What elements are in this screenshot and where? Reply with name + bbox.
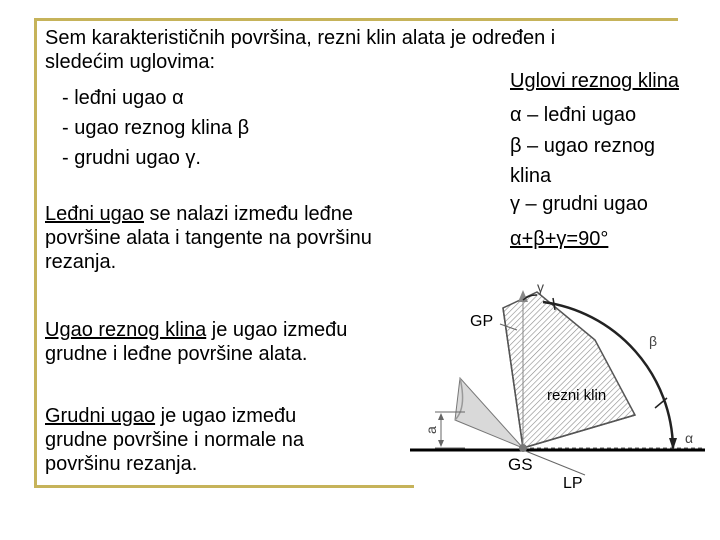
summary-title: Uglovi reznog klina: [510, 70, 679, 92]
summary-beta-line2: klina: [510, 165, 552, 187]
term-grudni-ugao: Grudni ugao: [45, 405, 156, 427]
bullet-grudni-ugao: - grudni ugao γ.: [62, 147, 201, 169]
bullet-ugao-reznog-klina: - ugao reznog klina β: [62, 117, 250, 139]
label-lp: LP: [563, 475, 583, 492]
p2-line2: grudne i leđne površine alata.: [45, 343, 308, 365]
label-gamma: γ: [537, 280, 544, 295]
frame-bottom-border: [34, 485, 414, 488]
label-beta: β: [649, 333, 658, 349]
summary-alpha: α – leđni ugao: [510, 104, 637, 126]
gs-point: [519, 444, 527, 452]
intro-line-1: Sem karakterističnih površina, rezni klin alata je određen i: [45, 27, 556, 49]
label-gp: GP: [470, 313, 494, 330]
summary-gamma: γ – grudni ugao: [510, 193, 648, 215]
paragraph-grudni-ugao: [45, 404, 304, 476]
p2-line1-rest: je ugao između: [206, 319, 348, 341]
label-gs: GS: [508, 455, 533, 474]
paragraph-ugao-reznog-klina: [45, 318, 347, 366]
intro-line-2: sledećim uglovima:: [45, 51, 216, 73]
label-rezni-klin: rezni klin: [547, 387, 607, 404]
chip-shape: [455, 378, 523, 448]
p3-line3: površinu rezanja.: [45, 453, 198, 475]
term-ugao-reznog-klina: Ugao reznog klina: [45, 319, 207, 341]
paragraph-ledni-ugao: [45, 202, 372, 274]
p3-line1-rest: je ugao između: [155, 405, 297, 427]
p1-line2: površine alata i tangente na površinu: [45, 227, 372, 249]
frame-top-border: [34, 18, 678, 21]
p1-line1-rest: se nalazi između leđne: [143, 203, 353, 225]
term-ledni-ugao: Leđni ugao: [45, 203, 144, 225]
label-a: a: [423, 426, 439, 434]
summary-beta-line1: β – ugao reznog: [510, 135, 655, 157]
summary-beta: [510, 134, 655, 188]
p3-line2: grudne površine i normale na: [45, 429, 305, 451]
cutting-wedge-diagram: [405, 280, 715, 510]
label-alpha: α: [685, 430, 694, 446]
frame-left-border: [34, 18, 37, 488]
summary-equation: α+β+γ=90°: [510, 228, 609, 250]
bullet-ledni-ugao: - leđni ugao α: [62, 87, 184, 109]
intro-text: [45, 26, 555, 74]
p1-line3: rezanja.: [45, 251, 117, 273]
